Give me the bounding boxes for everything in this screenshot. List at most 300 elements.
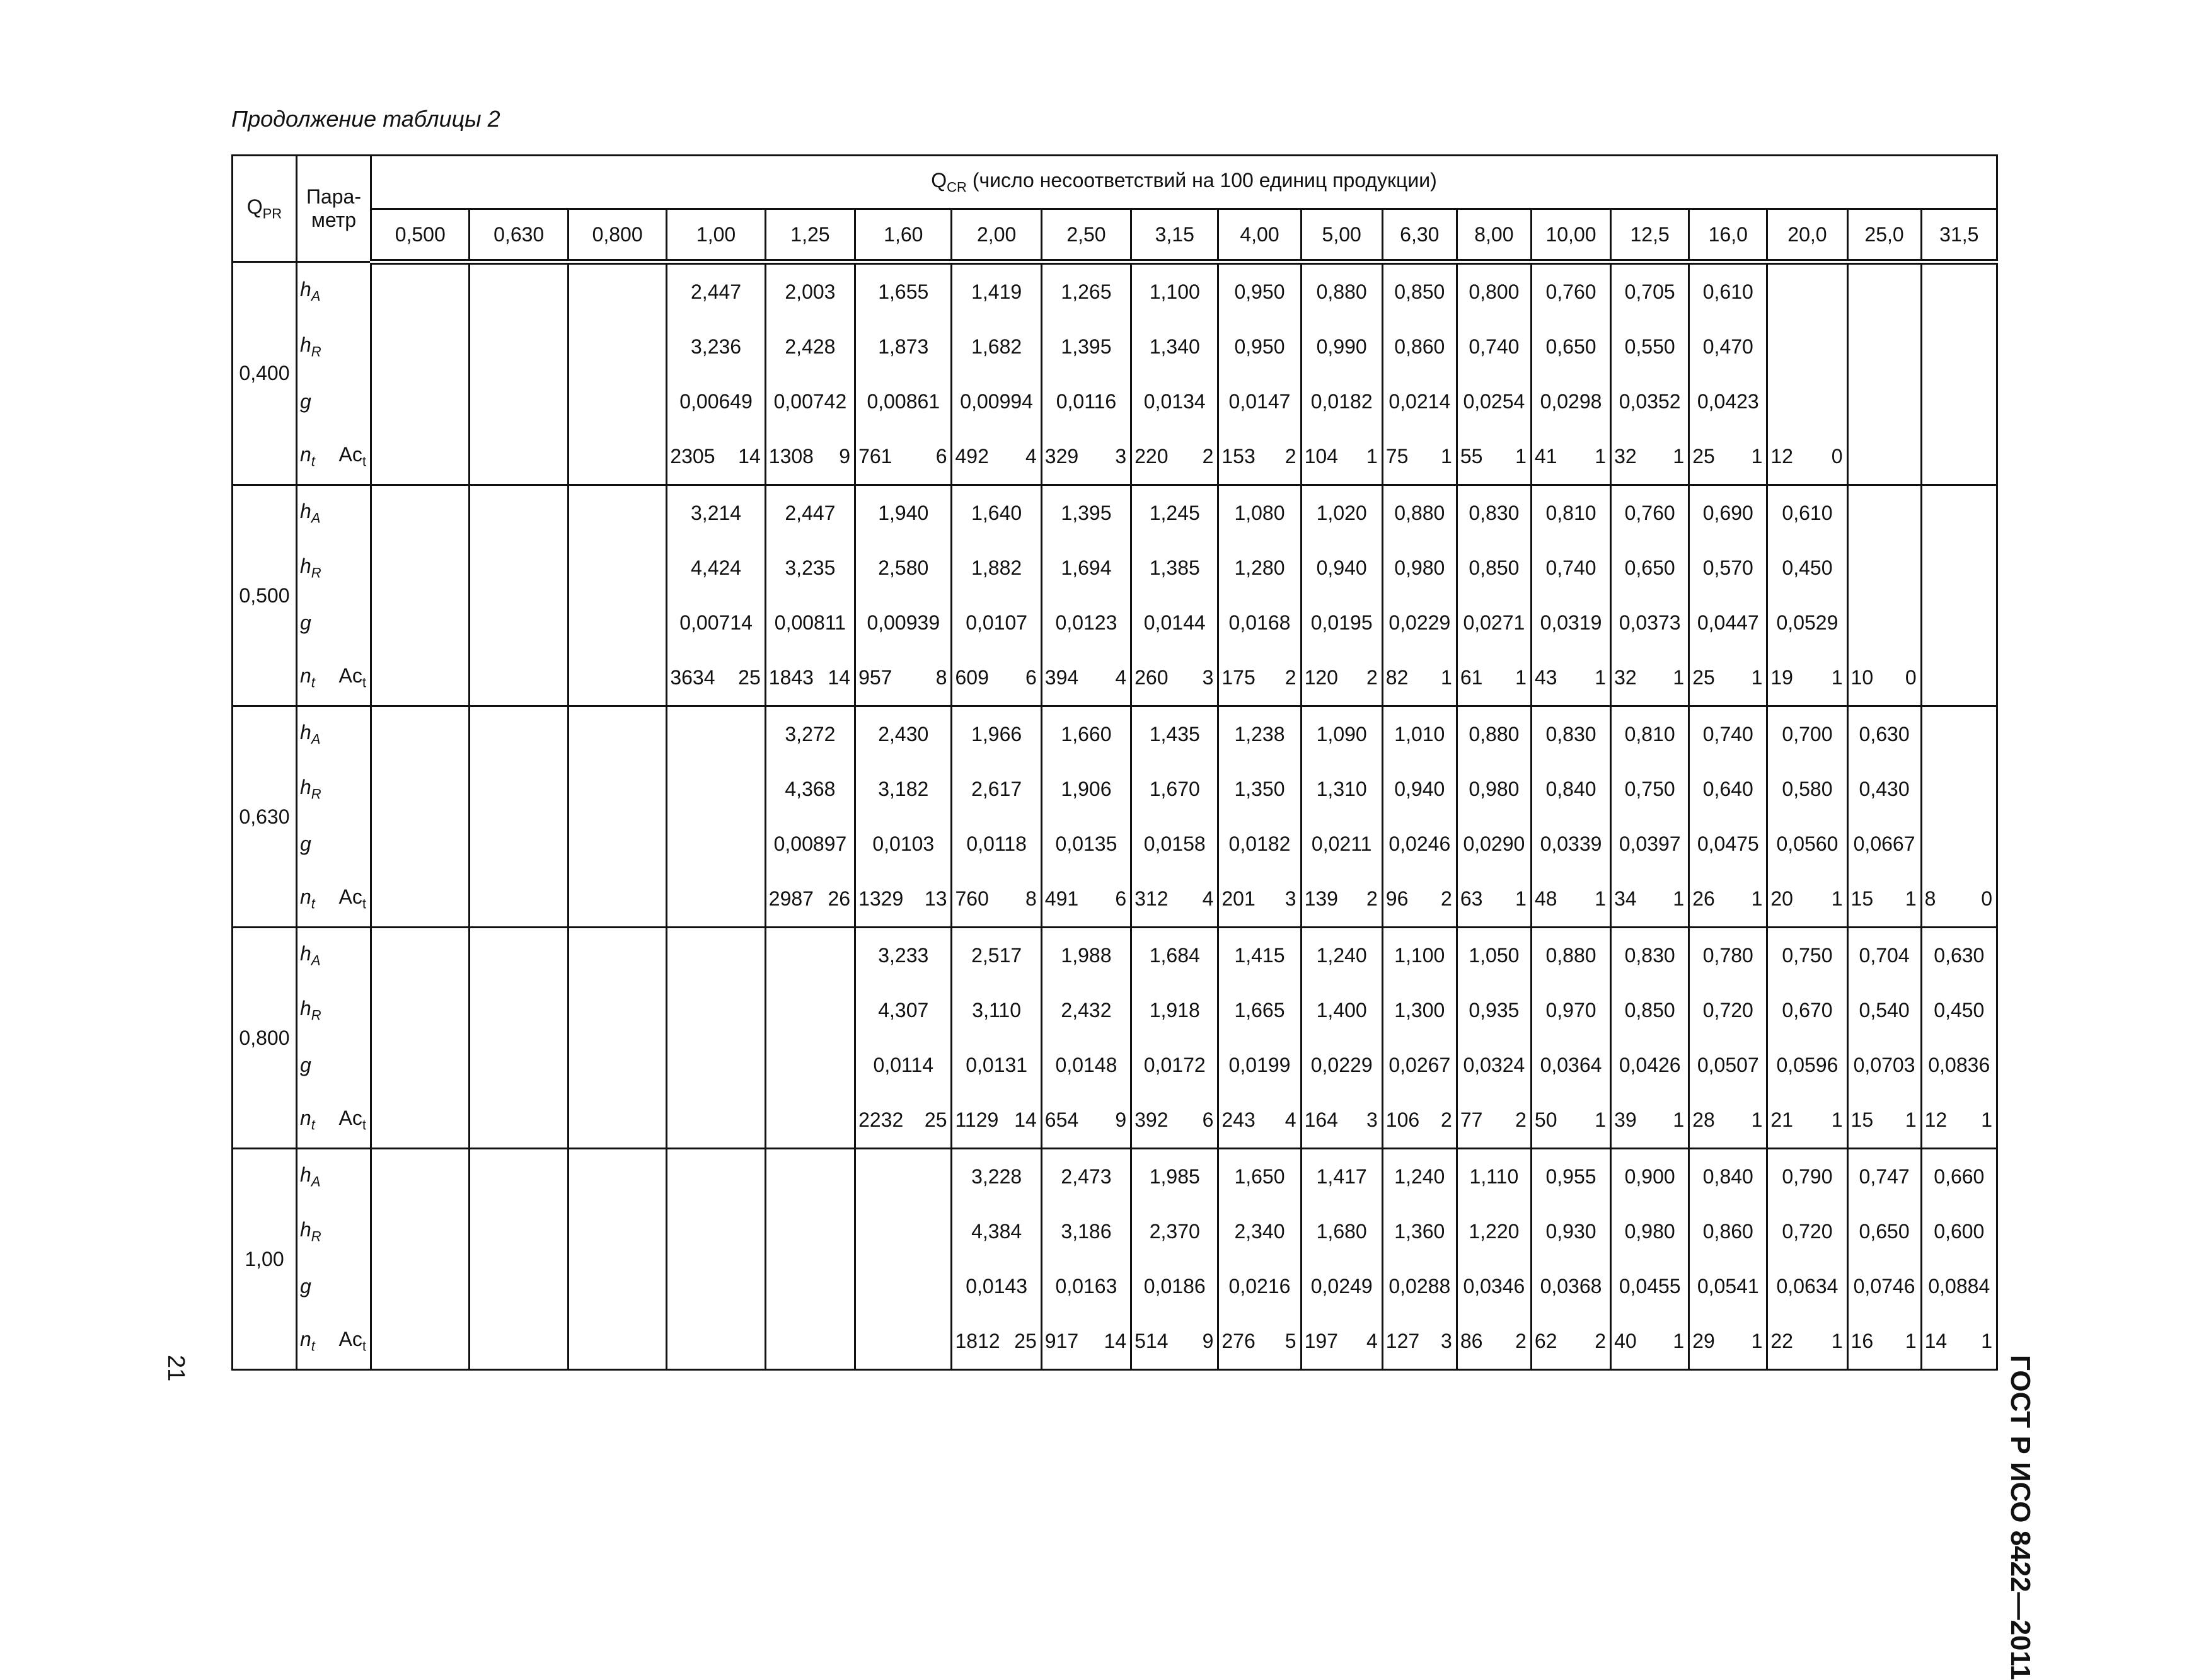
cell-g: 0,00649 [667,374,765,429]
cell-hR: 0,650 [1531,319,1610,374]
cell-hA [1847,262,1921,320]
cell-hA [470,262,568,320]
cell-hR: 1,300 [1382,983,1457,1038]
cell-hA: 1,435 [1131,706,1218,762]
cell-hR: 0,720 [1767,1204,1847,1259]
cell-hR: 1,395 [1041,319,1131,374]
cell-hA: 0,705 [1611,262,1689,320]
cell-hR: 1,873 [855,319,952,374]
cell-g: 0,0703 [1847,1038,1921,1093]
cell-n-ac: 1329 13 [855,872,952,928]
cell-g: 0,0216 [1218,1259,1301,1314]
cell-hA: 1,010 [1382,706,1457,762]
cell-g: 0,0254 [1457,374,1531,429]
cell-n-ac: 21 1 [1767,1093,1847,1149]
cell-g [667,1259,765,1314]
cell-hR [1847,319,1921,374]
cell-hA [470,485,568,541]
cell-hR [855,1204,952,1259]
cell-hR: 1,220 [1457,1204,1531,1259]
cell-n-ac: 243 4 [1218,1093,1301,1149]
cell-n-ac: 2305 14 [667,429,765,485]
cell-n-ac: 86 2 [1457,1314,1531,1370]
cell-g [568,1038,666,1093]
cell-hA: 0,955 [1531,1149,1610,1205]
cell-g [1921,817,1997,872]
cell-g [667,1038,765,1093]
column-header: 2,00 [952,209,1041,262]
cell-n-ac: 61 1 [1457,650,1531,706]
cell-n-ac: 39 1 [1611,1093,1689,1149]
param-hA: $h_A$ [296,706,371,762]
cell-hA: 1,240 [1382,1149,1457,1205]
param-hA: $h_A$ [296,262,371,320]
cell-g: 0,0339 [1531,817,1610,872]
cell-hA [568,706,666,762]
cell-g: 0,0116 [1041,374,1131,429]
cell-hR: 3,235 [765,541,855,595]
cell-g: 0,0319 [1531,595,1610,650]
table-row [233,1314,1997,1370]
cell-g [568,374,666,429]
cell-hA: 0,880 [1382,485,1457,541]
cell-n-ac: 1129 14 [952,1093,1041,1149]
cell-n-ac [470,872,568,928]
column-header: 5,00 [1301,209,1382,262]
cell-hR: 0,580 [1767,762,1847,817]
cell-hA: 0,880 [1457,706,1531,762]
standard-stamp: ГОСТ Р ИСО 8422—2011 [2005,1355,2036,1680]
table-row [233,928,1997,984]
cell-n-ac [371,1093,470,1149]
cell-hA: 1,020 [1301,485,1382,541]
cell-hR [667,983,765,1038]
cell-n-ac [765,1093,855,1149]
cell-g: 0,0475 [1689,817,1767,872]
column-header: 12,5 [1611,209,1689,262]
cell-n-ac: 62 2 [1531,1314,1610,1370]
cell-n-ac [470,1314,568,1370]
cell-n-ac: 329 3 [1041,429,1131,485]
cell-n-ac: 82 1 [1382,650,1457,706]
table-row [233,485,1997,541]
cell-g: 0,0541 [1689,1259,1767,1314]
cell-n-ac: 260 3 [1131,650,1218,706]
cell-hR: 0,970 [1531,983,1610,1038]
cell-n-ac: 106 2 [1382,1093,1457,1149]
cell-g [1767,374,1847,429]
cell-hA [568,262,666,320]
cell-hA: 0,704 [1847,928,1921,984]
table-row [233,595,1997,650]
cell-hR: 1,280 [1218,541,1301,595]
cell-hA: 2,473 [1041,1149,1131,1205]
cell-hA: 1,988 [1041,928,1131,984]
cell-hR: 0,600 [1921,1204,1997,1259]
cell-g: 0,0118 [952,817,1041,872]
cell-hA [371,1149,470,1205]
cell-hR [667,762,765,817]
cell-g: 0,0884 [1921,1259,1997,1314]
cell-n-ac: 760 8 [952,872,1041,928]
cell-hR: 0,720 [1689,983,1767,1038]
cell-hR [470,1204,568,1259]
cell-hR: 0,550 [1611,319,1689,374]
column-header: 1,25 [765,209,855,262]
cell-g: 0,0158 [1131,817,1218,872]
cell-hR: 2,617 [952,762,1041,817]
cell-g: 0,0352 [1611,374,1689,429]
cell-n-ac: 1812 25 [952,1314,1041,1370]
column-header: 25,0 [1847,209,1921,262]
cell-hA [765,1149,855,1205]
cell-g: 0,0246 [1382,817,1457,872]
cell-n-ac: 55 1 [1457,429,1531,485]
cell-hR: 1,665 [1218,983,1301,1038]
cell-hA: 1,419 [952,262,1041,320]
cell-hR: 3,182 [855,762,952,817]
cell-g: 0,0596 [1767,1038,1847,1093]
cell-g: 0,0267 [1382,1038,1457,1093]
cell-g: 0,0131 [952,1038,1041,1093]
cell-hA [470,928,568,984]
cell-n-ac: 761 6 [855,429,952,485]
table-row [233,706,1997,762]
cell-g: 0,0103 [855,817,952,872]
cell-hR: 1,350 [1218,762,1301,817]
cell-hA [1767,262,1847,320]
table-caption: Продолжение таблицы 2 [231,106,500,132]
cell-n-ac: 20 1 [1767,872,1847,928]
cell-g: 0,0667 [1847,817,1921,872]
cell-hA: 1,640 [952,485,1041,541]
cell-hR [371,319,470,374]
param-hA: $h_A$ [296,1149,371,1205]
cell-n-ac: 32 1 [1611,650,1689,706]
cell-hR: 0,840 [1531,762,1610,817]
cell-g: 0,0107 [952,595,1041,650]
cell-n-ac: 220 2 [1131,429,1218,485]
cell-hR [470,983,568,1038]
cell-n-ac [470,650,568,706]
cell-g: 0,0182 [1301,374,1382,429]
column-header: 20,0 [1767,209,1847,262]
cell-n-ac: 43 1 [1531,650,1610,706]
cell-hA: 1,240 [1301,928,1382,984]
cell-hA [568,1149,666,1205]
table-row [233,262,1997,320]
cell-n-ac: 957 8 [855,650,952,706]
cell-hA: 0,660 [1921,1149,1997,1205]
cell-g: 0,00939 [855,595,952,650]
cell-n-ac: 2232 25 [855,1093,952,1149]
cell-n-ac: 12 1 [1921,1093,1997,1149]
cell-hR [1921,541,1997,595]
cell-hR: 0,850 [1611,983,1689,1038]
cell-g: 0,0229 [1301,1038,1382,1093]
cell-hA [1921,485,1997,541]
table-row [233,983,1997,1038]
cell-g [470,817,568,872]
cell-hR: 2,428 [765,319,855,374]
cell-n-ac [470,429,568,485]
cell-hR: 0,950 [1218,319,1301,374]
cell-hR [568,319,666,374]
cell-g: 0,0529 [1767,595,1847,650]
cell-hA [470,1149,568,1205]
cell-hA: 0,880 [1531,928,1610,984]
cell-hA [1847,485,1921,541]
cell-n-ac: 2987 26 [765,872,855,928]
cell-hA: 2,447 [667,262,765,320]
cell-hA: 0,630 [1847,706,1921,762]
cell-g: 0,0507 [1689,1038,1767,1093]
cell-hR [1767,319,1847,374]
cell-hA: 0,780 [1689,928,1767,984]
cell-g: 0,0172 [1131,1038,1218,1093]
cell-g: 0,0135 [1041,817,1131,872]
cell-hA: 1,100 [1131,262,1218,320]
cell-n-ac [855,1314,952,1370]
cell-hA [371,928,470,984]
cell-hR: 1,918 [1131,983,1218,1038]
cell-hA [667,706,765,762]
cell-hR: 1,310 [1301,762,1382,817]
cell-hA: 3,228 [952,1149,1041,1205]
cell-g: 0,0426 [1611,1038,1689,1093]
cell-g: 0,0195 [1301,595,1382,650]
column-header: 1,00 [667,209,765,262]
param-header: Пара- метр [296,156,371,262]
cell-g [470,1038,568,1093]
cell-n-ac: 8 0 [1921,872,1997,928]
cell-n-ac: 175 2 [1218,650,1301,706]
cell-n-ac [765,1314,855,1370]
cell-g [371,374,470,429]
cell-hA [371,262,470,320]
cell-g: 0,0324 [1457,1038,1531,1093]
cell-g: 0,0447 [1689,595,1767,650]
param-g: g [296,595,371,650]
cell-hR: 0,940 [1382,762,1457,817]
param-nt-act: $n_t$ $Ac_t$ [296,650,371,706]
cell-hA: 0,840 [1689,1149,1767,1205]
cell-hR: 4,424 [667,541,765,595]
cell-g: 0,00897 [765,817,855,872]
cell-g: 0,0373 [1611,595,1689,650]
cell-n-ac: 394 4 [1041,650,1131,706]
table-row [233,650,1997,706]
cell-hA: 2,447 [765,485,855,541]
cell-hR: 1,906 [1041,762,1131,817]
table-row [233,1038,1997,1093]
cell-n-ac: 19 1 [1767,650,1847,706]
cell-hR: 0,940 [1301,541,1382,595]
sampling-table [231,154,1998,1371]
cell-n-ac: 197 4 [1301,1314,1382,1370]
cell-g: 0,0368 [1531,1259,1610,1314]
cell-n-ac [568,1093,666,1149]
cell-hR: 0,450 [1921,983,1997,1038]
cell-n-ac [371,1314,470,1370]
cell-hA: 1,415 [1218,928,1301,984]
table-row [233,374,1997,429]
cell-hR [371,1204,470,1259]
cell-n-ac: 164 3 [1301,1093,1382,1149]
cell-g: 0,0134 [1131,374,1218,429]
cell-n-ac: 25 1 [1689,429,1767,485]
cell-n-ac [1921,429,1997,485]
cell-hR: 0,640 [1689,762,1767,817]
param-hA: $h_A$ [296,485,371,541]
cell-hA: 0,800 [1457,262,1531,320]
column-header: 10,00 [1531,209,1610,262]
cell-g: 0,0143 [952,1259,1041,1314]
cell-hR: 0,980 [1382,541,1457,595]
cell-hA: 0,700 [1767,706,1847,762]
cell-hR: 0,935 [1457,983,1531,1038]
cell-hA: 0,610 [1767,485,1847,541]
cell-n-ac: 77 2 [1457,1093,1531,1149]
param-g: g [296,374,371,429]
cell-g: 0,0182 [1218,817,1301,872]
cell-n-ac [371,650,470,706]
cell-hA [470,706,568,762]
cell-hR: 0,430 [1847,762,1921,817]
cell-g: 0,0634 [1767,1259,1847,1314]
cell-n-ac: 139 2 [1301,872,1382,928]
table-row [233,1093,1997,1149]
cell-hA: 1,080 [1218,485,1301,541]
cell-hA: 1,650 [1218,1149,1301,1205]
cell-g: 0,0455 [1611,1259,1689,1314]
cell-g: 0,00861 [855,374,952,429]
cell-hR: 4,307 [855,983,952,1038]
cell-hA: 1,660 [1041,706,1131,762]
cell-hR: 0,650 [1847,1204,1921,1259]
qcr-header: $Q_{CR}$ (число несоответствий на 100 единиц продукции) [371,156,1997,209]
cell-hR [1921,319,1997,374]
cell-g [1847,595,1921,650]
cell-g [568,1259,666,1314]
cell-g [1921,374,1997,429]
cell-hA: 1,050 [1457,928,1531,984]
cell-g: 0,0746 [1847,1259,1921,1314]
cell-hA: 0,950 [1218,262,1301,320]
column-header: 8,00 [1457,209,1531,262]
cell-hA: 1,090 [1301,706,1382,762]
cell-hA [765,928,855,984]
cell-n-ac: 32 1 [1611,429,1689,485]
cell-hA: 3,233 [855,928,952,984]
cell-n-ac [470,1093,568,1149]
cell-n-ac: 25 1 [1689,650,1767,706]
cell-hA [568,928,666,984]
cell-g: 0,0114 [855,1038,952,1093]
table-row [233,1204,1997,1259]
cell-g [1847,374,1921,429]
cell-hR: 1,882 [952,541,1041,595]
cell-hA: 0,760 [1611,485,1689,541]
cell-hR: 1,360 [1382,1204,1457,1259]
column-header: 6,30 [1382,209,1457,262]
cell-n-ac: 491 6 [1041,872,1131,928]
cell-g: 0,0148 [1041,1038,1131,1093]
table-row [233,817,1997,872]
cell-hR: 1,694 [1041,541,1131,595]
cell-hR: 0,980 [1457,762,1531,817]
cell-g [371,1259,470,1314]
cell-hA: 1,655 [855,262,952,320]
column-header: 3,15 [1131,209,1218,262]
cell-hA: 0,880 [1301,262,1382,320]
cell-hA: 2,003 [765,262,855,320]
cell-n-ac: 41 1 [1531,429,1610,485]
param-nt-act: $n_t$ $Ac_t$ [296,1093,371,1149]
cell-hA: 1,238 [1218,706,1301,762]
cell-n-ac: 29 1 [1689,1314,1767,1370]
table-row [233,319,1997,374]
cell-n-ac: 201 3 [1218,872,1301,928]
cell-hA [371,485,470,541]
cell-hA: 1,966 [952,706,1041,762]
cell-n-ac: 14 1 [1921,1314,1997,1370]
cell-hR: 2,370 [1131,1204,1218,1259]
cell-n-ac: 654 9 [1041,1093,1131,1149]
cell-hR: 0,860 [1689,1204,1767,1259]
cell-hR [371,541,470,595]
cell-hR: 1,680 [1301,1204,1382,1259]
cell-g [371,1038,470,1093]
cell-g [765,1038,855,1093]
param-hR: $h_R$ [296,762,371,817]
cell-hR: 0,740 [1457,319,1531,374]
cell-hA: 0,630 [1921,928,1997,984]
page-number: 21 [163,1355,189,1382]
cell-n-ac: 16 1 [1847,1314,1921,1370]
cell-hR: 1,400 [1301,983,1382,1038]
column-header: 31,5 [1921,209,1997,262]
param-hR: $h_R$ [296,319,371,374]
cell-hA [855,1149,952,1205]
cell-n-ac: 492 4 [952,429,1041,485]
cell-hA: 0,830 [1457,485,1531,541]
cell-n-ac: 26 1 [1689,872,1767,928]
cell-hR: 2,580 [855,541,952,595]
cell-n-ac [568,1314,666,1370]
cell-hA [667,1149,765,1205]
column-header: 1,60 [855,209,952,262]
cell-hA: 1,684 [1131,928,1218,984]
cell-g: 0,0346 [1457,1259,1531,1314]
cell-n-ac: 48 1 [1531,872,1610,928]
cell-n-ac [568,872,666,928]
cell-g: 0,0560 [1767,817,1847,872]
param-hR: $h_R$ [296,1204,371,1259]
cell-n-ac: 15 1 [1847,1093,1921,1149]
cell-hR: 4,368 [765,762,855,817]
cell-g: 0,0249 [1301,1259,1382,1314]
cell-hR: 0,750 [1611,762,1689,817]
cell-n-ac: 96 2 [1382,872,1457,928]
cell-n-ac [667,1314,765,1370]
cell-n-ac: 120 2 [1301,650,1382,706]
cell-n-ac [371,429,470,485]
cell-hA: 1,395 [1041,485,1131,541]
cell-n-ac: 609 6 [952,650,1041,706]
cell-n-ac: 514 9 [1131,1314,1218,1370]
cell-hR: 3,186 [1041,1204,1131,1259]
